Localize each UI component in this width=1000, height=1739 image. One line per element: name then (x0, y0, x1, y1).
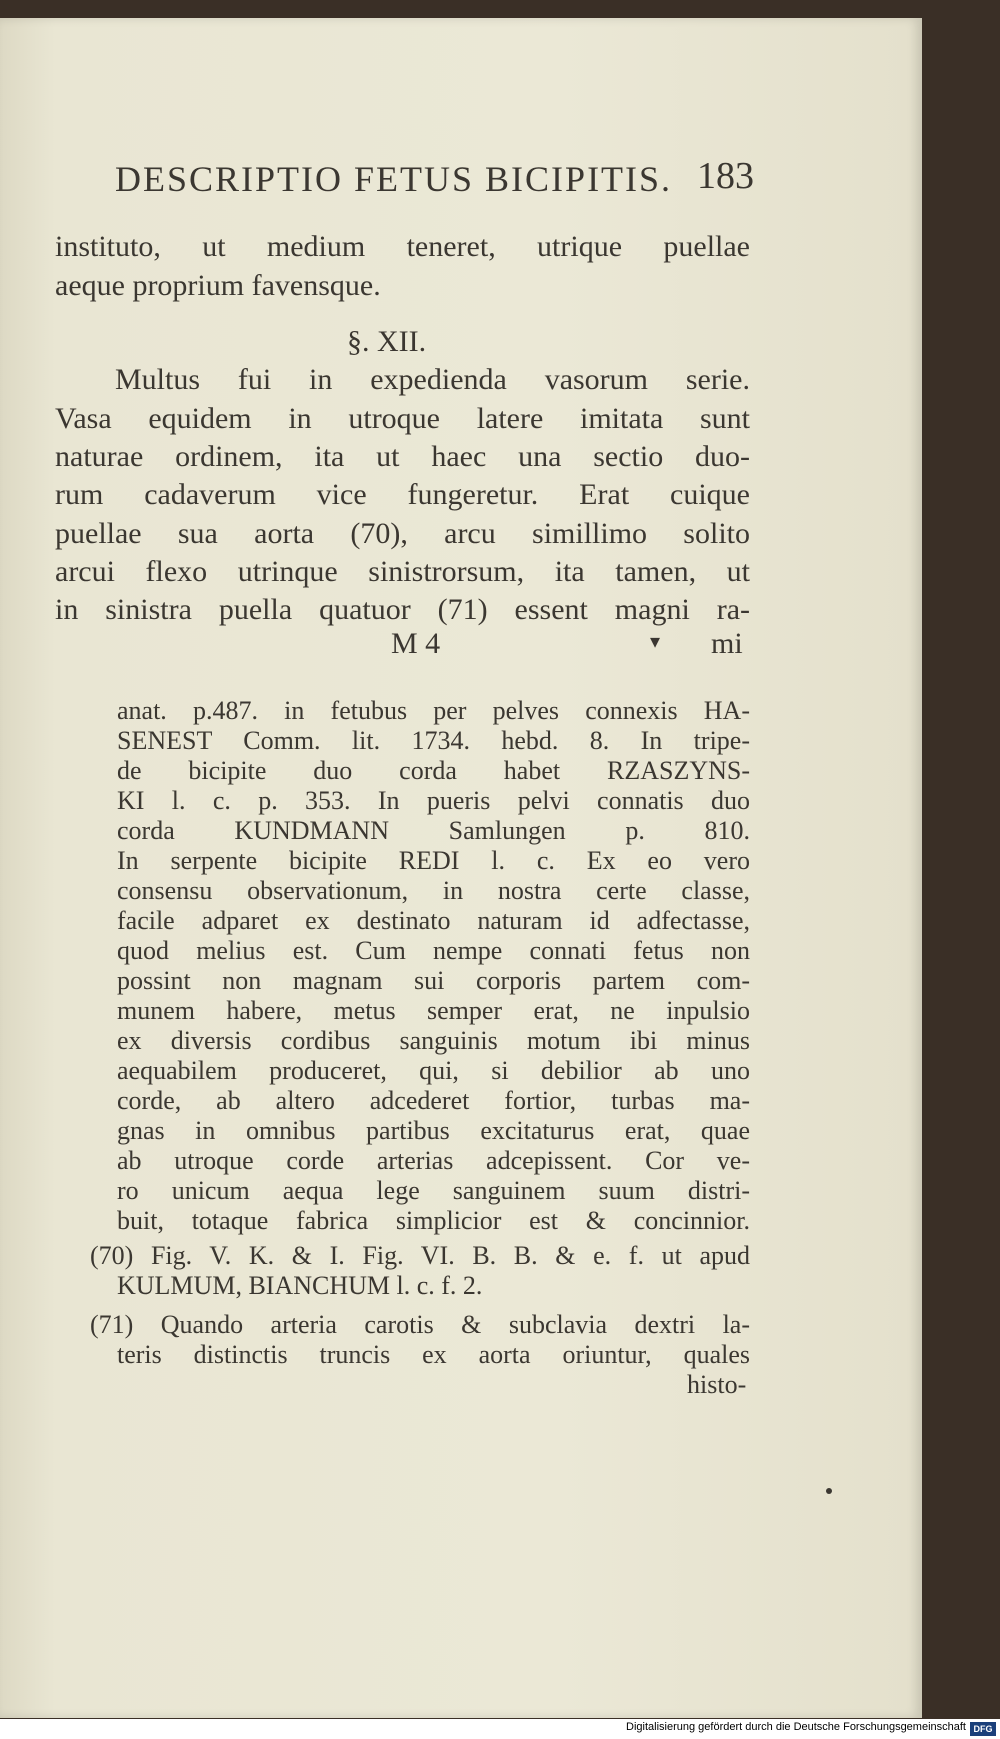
note-line: ab utroque corde arterias adcepissent. Cor ve- (117, 1146, 750, 1175)
note-line: aequabilem produceret, qui, si debilior ab uno (117, 1056, 750, 1085)
footer-credit: Digitalisierung gefördert durch die Deutsche Forschungsgemeinschaft (626, 1721, 966, 1733)
footnote-70-cont: KULMUM, BIANCHUM l. c. f. 2. (117, 1271, 483, 1300)
body-line: rum cadaverum vice fungeretur. Erat cuique (55, 478, 750, 511)
footnote-70: (70) Fig. V. K. & I. Fig. VI. B. B. & e. f. ut apud (90, 1241, 750, 1270)
dfg-logo-icon: DFG (970, 1722, 996, 1736)
footnote-71: (71) Quando arteria carotis & subclavia dextri la- (90, 1310, 750, 1339)
note-line: corda KUNDMANN Samlungen p. 810. (117, 816, 750, 845)
running-title: DESCRIPTIO FETUS BICIPITIS. (115, 159, 673, 199)
body-line: puellae sua aorta (70), arcu simillimo solito (55, 517, 750, 550)
book-page (0, 18, 922, 1718)
note-line: quod melius est. Cum nempe connati fetus non (117, 936, 750, 965)
ink-speck (826, 1488, 832, 1494)
note-line: buit, totaque fabrica simplicior est & concinnior. (117, 1206, 750, 1235)
note-line: ro unicum aequa lege sanguinem suum distri- (117, 1176, 750, 1205)
note-line: anat. p.487. in fetubus per pelves connexis HA- (117, 696, 750, 725)
note-line: corde, ab altero adcederet fortior, turbas ma- (117, 1086, 750, 1115)
body-line: aeque proprium favensque. (55, 269, 381, 302)
note-line: possint non magnam sui corporis partem com- (117, 966, 750, 995)
note-line: munem habere, metus semper erat, ne inpulsio (117, 996, 750, 1025)
note-line: KI l. c. p. 353. In pueris pelvi connatis duo (117, 786, 750, 815)
note-line: ex diversis cordibus sanguinis motum ibi minus (117, 1026, 750, 1055)
printer-mark: ▾ (650, 631, 661, 653)
note-line: In serpente bicipite REDI l. c. Ex eo vero (117, 846, 750, 875)
signature-mark: M 4 (391, 627, 441, 660)
note-line: consensu observationum, in nostra certe classe, (117, 876, 750, 905)
digitization-footer (0, 1719, 1000, 1739)
note-line: SENEST Comm. lit. 1734. hebd. 8. In tripe- (117, 726, 750, 755)
page-number: 183 (697, 155, 754, 197)
catchword: mi (711, 627, 743, 660)
footnote-catchword: histo- (687, 1370, 747, 1399)
body-line: Multus fui in expedienda vasorum serie. (115, 363, 750, 396)
body-line: naturae ordinem, ita ut haec una sectio duo- (55, 440, 750, 473)
footnote-71-cont: teris distinctis truncis ex aorta oriuntur, quales (117, 1340, 750, 1369)
section-heading: §. XII. (347, 325, 427, 358)
body-line: in sinistra puella quatuor (71) essent magni ra- (55, 593, 750, 626)
note-line: facile adparet ex destinato naturam id adfectasse, (117, 906, 750, 935)
body-line: arcui flexo utrinque sinistrorsum, ita tamen, ut (55, 555, 750, 588)
body-line: instituto, ut medium teneret, utrique puellae (55, 230, 750, 263)
body-line: Vasa equidem in utroque latere imitata sunt (55, 402, 750, 435)
note-line: gnas in omnibus partibus excitaturus erat, quae (117, 1116, 750, 1145)
note-line: de bicipite duo corda habet RZASZYNS- (117, 756, 750, 785)
